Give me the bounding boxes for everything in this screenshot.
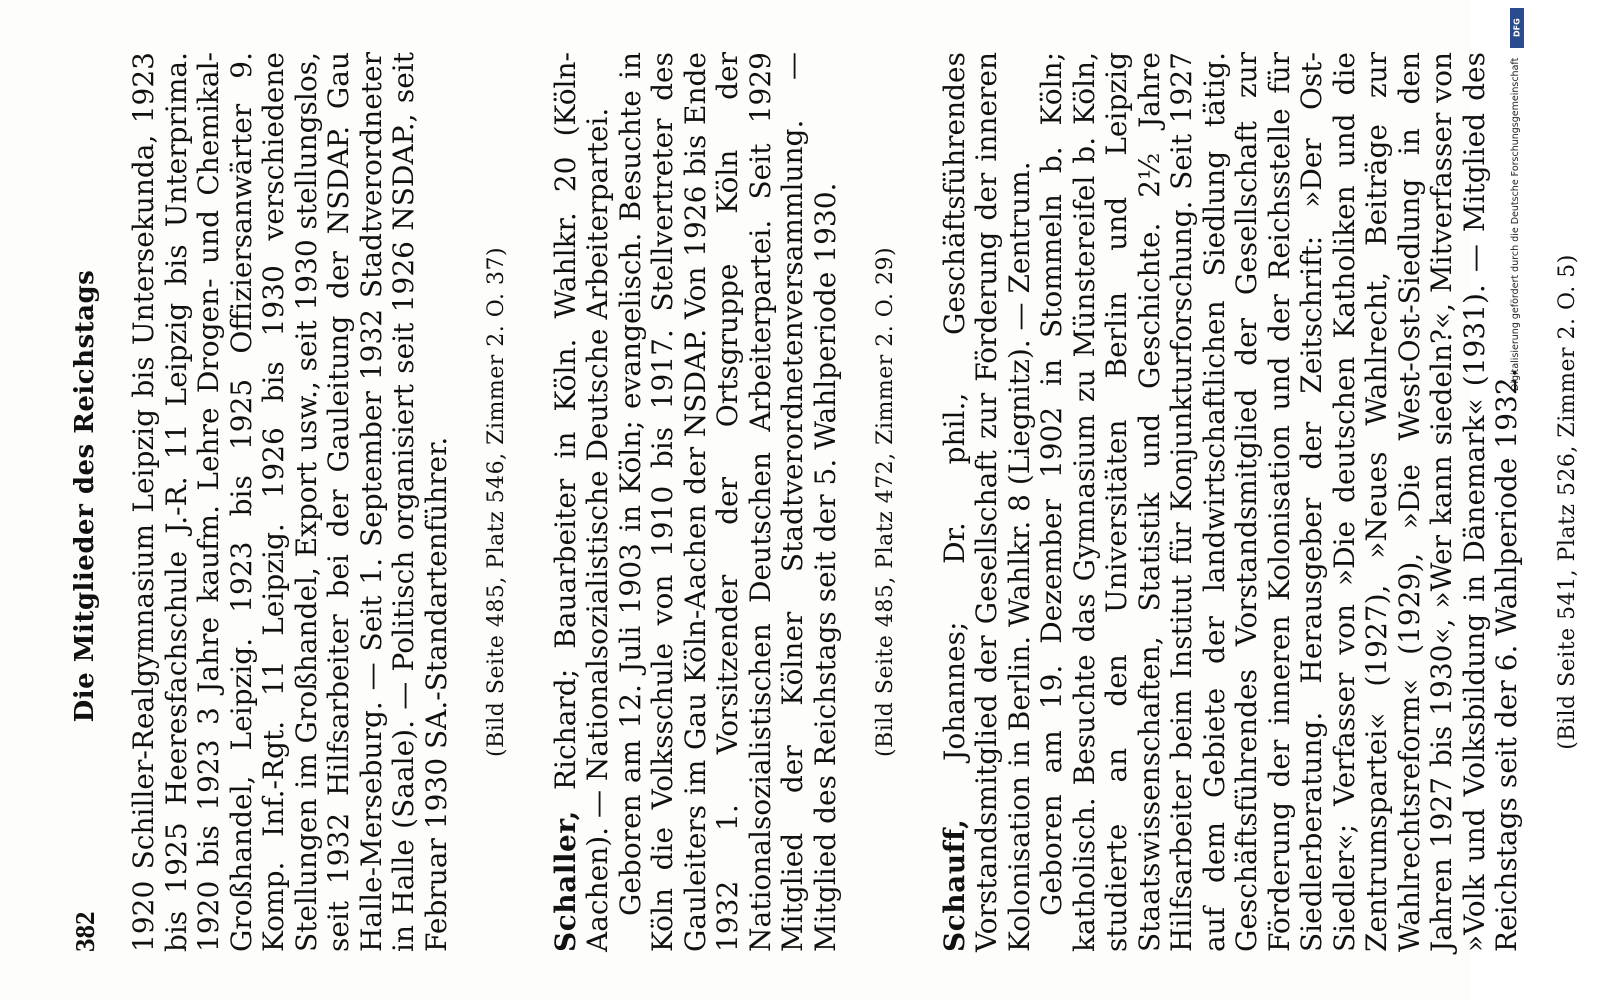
dfg-logo: DFG bbox=[1510, 8, 1524, 48]
entry-head-text: Richard; Bauarbeiter in Köln. Wahlkr. 20 (Köln-Aachen). — Nationalsozialistische Deutsche Arbeiterpartei. bbox=[548, 52, 614, 952]
entry-heading bbox=[939, 52, 1037, 952]
entry-surname: Schaller, bbox=[548, 810, 582, 952]
entry-continuation bbox=[128, 52, 514, 952]
entry-head-text: Johannes; Dr. phil., Geschäftsführendes Vorstandsmitglied der Gesellschaft zur Förderung der inneren Kolonisation in Berlin. Wahlkr. 8 (Liegnitz). — Zentrum. bbox=[937, 52, 1036, 952]
entry-paragraph: 1920 Schiller-Realgymnasium Leipzig bis Untersekunda, 1923 bis 1925 Heeresfachschule J.-R. 11 Leipzig bis Unterprima. 1920 bis 1923 3 Jahre kaufm. Lehre Drogen- und Chemikal-Großhandel, Leipzig. 1923 bis 1925 Offiziersanwärter 9. Komp. Inf.-Rgt. 11 Leipzig. 1926 bis 1930 verschiedene Stellungen im Großhandel, Export usw., seit 1930 stellungslos, seit 1932 Hilfsarbeiter bei der Gauleitung der NSDAP. Gau Halle-Merseburg. — Seit 1. September 1932 Stadtverordneter in Halle (Saale). — Politisch organisiert seit 1926 NSDAP., seit Februar 1930 SA.-Standartenführer. bbox=[127, 52, 453, 952]
page-body bbox=[128, 52, 1620, 952]
entry-paragraph: Geboren am 12. Juli 1903 in Köln; evangelisch. Besuchte in Köln die Volksschule von 1910 bis 1917. Stellvertreter des Gauleiters im Gau Köln-Aachen der NSDAP. Von 1926 bis Ende 1932 1. Vorsitzender der Ortsgruppe Köln der Nationalsozialistischen Deutschen Arbeiterpartei. Seit 1929 Mitglied der Kölner Stadtverordnetenversammlung. — Mitglied des Reichstags seit der 5. Wahlperiode 1930. bbox=[613, 52, 842, 952]
entry-heading bbox=[550, 52, 615, 952]
digitization-note: Digitalisierung gefördert durch die Deutsche Forschungsgemeinschaft bbox=[1510, 58, 1521, 392]
photo-reference: (Bild Seite 485, Platz 546, Zimmer 2. O. 37) bbox=[484, 246, 509, 758]
running-head bbox=[70, 40, 110, 952]
running-title: Die Mitglieder des Reichstags bbox=[70, 269, 100, 723]
entry-paragraph: Geboren am 19. Dezember 1902 in Stommeln b. Köln; katholisch. Besuchte das Gymnasium zu Münstereifel b. Köln, studierte an den Universitäten Berlin und Leipzig Staatswissenschaften, Statistik und Geschichte. 2½ Jahre Hilfsarbeiter beim Institut für Konjunkturforschung. Seit 1927 auf dem Gebiete der landwirtschaftlichen Siedlung tätig. Geschäftsführendes Vorstandsmitglied der Gesellschaft zur Förderung der inneren Kolonisation und der Reichsstelle für Siedlerberatung. Herausgeber der Zeitschrift: »Der Ost-Siedler«; Verfasser von »Die deutschen Katholiken und die Zentrumspartei« (1927), »Neues Wahlrecht, Beiträge zur Wahlrechtsreform« (1929), »Die West-Ost-Siedlung in den Jahren 1927 bis 1930«, »Wer kann siedeln?«, Mitverfasser von »Volk und Volksbildung in Dänemark« (1931). — Mitglied des Reichstags seit der 6. Wahlperiode 1932. bbox=[1035, 52, 1523, 952]
entry-schaller bbox=[550, 52, 903, 952]
photo-reference: (Bild Seite 485, Platz 472, Zimmer 2. O. 29) bbox=[873, 246, 898, 758]
page-number: 382 bbox=[70, 911, 100, 952]
photo-reference: (Bild Seite 541, Platz 526, Zimmer 2. O. 5) bbox=[1554, 254, 1580, 750]
entry-surname: Schauff, bbox=[937, 818, 971, 952]
entry-schauff bbox=[939, 52, 1585, 952]
